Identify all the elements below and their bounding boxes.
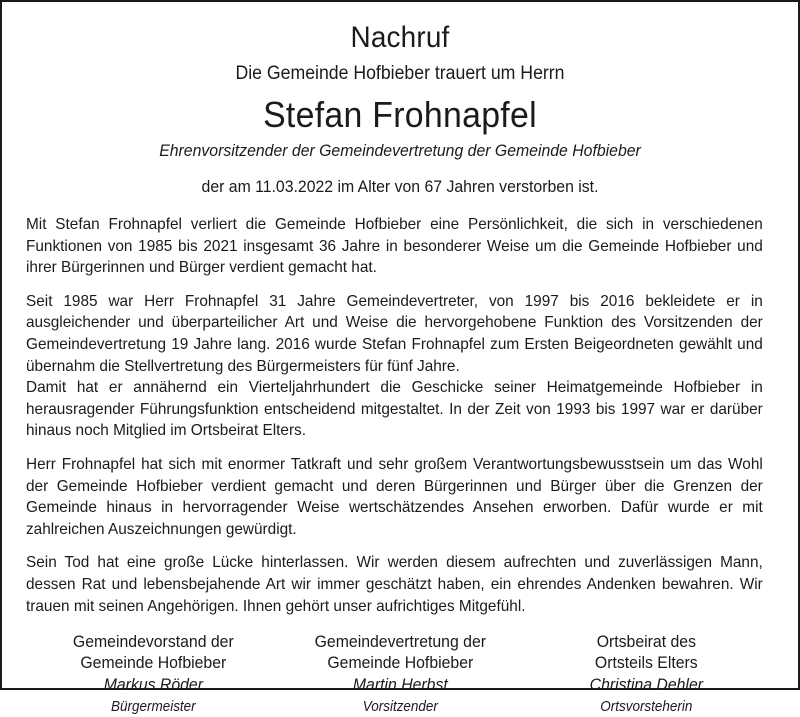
signature-column-gemeindevorstand — [30, 631, 277, 717]
intro-line: Die Gemeinde Hofbieber trauert um Herrn — [235, 63, 565, 84]
signature-person-name: Martin Herbst — [352, 675, 448, 695]
signature-org-line-2: Ortsteils Elters — [595, 653, 699, 673]
signature-org-line-1: Ortsbeirat des — [597, 632, 697, 652]
body-paragraph-1: Mit Stefan Frohnapfel verliert die Gemeinde Hofbieber eine Persönlichkeit, die sich in verschiedenen Funktionen von 1985 bis 2021 insgesamt 36 Jahre in besonderer Weise um die Gemeinde Hofbieber und ihrer Bürgerinnen und Bürger verdient gemacht hat. — [26, 216, 763, 277]
signature-column-gemeindevertretung — [277, 631, 524, 717]
signature-block — [24, 617, 776, 717]
notice-inner-content — [2, 2, 798, 716]
signature-org-line-2: Gemeinde Hofbieber — [80, 653, 227, 673]
body-paragraph-2: Seit 1985 war Herr Frohnapfel 31 Jahre Gemeindevertreter, von 1997 bis 2016 bekleidete er in ausgleichender und überparteilicher Art und Weise die hervorgehobene Funktion des Vorsitzenden der Gemeindevertretung 19 Jahre lang. 2016 wurde Stefan Frohnapfel zum Ersten Beigeordneten gewählt und übernahm die Stellvertretung des Bürgermeisters für fünf Jahre. — [26, 292, 763, 375]
signature-org-line-1: Gemeindevertretung der — [314, 632, 486, 652]
page-title: Nachruf — [350, 21, 450, 54]
notice-header — [24, 16, 776, 212]
signature-org-line-2: Gemeinde Hofbieber — [327, 653, 473, 673]
body-paragraph-3: Damit hat er annähernd ein Vierteljahrhundert die Geschicke seiner Heimatgemeinde Hofbieber in herausragender Führungsfunktion entscheidend mitgestaltet. In der Zeit von 1993 bis 1997 war er darüber hinaus noch Mitglied im Ortsbeirat Elters. — [26, 379, 763, 440]
deceased-name: Stefan Frohnapfel — [263, 94, 537, 135]
body-paragraph-4: Herr Frohnapfel hat sich mit enormer Tatkraft und sehr großem Verantwortungsbewusstsein um das Wohl der Gemeinde Hofbieber verdient gemacht und deren Bürgerinnen und Bürger über die Grenzen der Gemeinde hinaus in hervorragender Weise wertschätzendes Ansehen erworben. Dafür wurde er mit zahlreichen Auszeichnungen gewürdigt. — [26, 455, 763, 538]
signature-person-role: Vorsitzender — [362, 699, 438, 716]
signature-person-name: Markus Röder — [103, 675, 203, 695]
body-paragraph-5: Sein Tod hat eine große Lücke hinterlassen. Wir werden diesem aufrechten und zuverlässigen Mann, dessen Rat und lebensbejahende Art wir immer geschätzt haben, ein ehrendes Andenken bewahren. Wir trauen mit seinen Angehörigen. Ihnen gehört unser aufrichtiges Mitgefühl. — [26, 554, 763, 615]
signature-org-line-1: Gemeindevorstand der — [72, 632, 234, 652]
signature-person-role: Bürgermeister — [110, 699, 196, 716]
signature-person-name: Christina Dehler — [590, 675, 704, 695]
signature-person-role: Ortsvorsteherin — [600, 699, 693, 716]
death-date-line: der am 11.03.2022 im Alter von 67 Jahren verstorben ist. — [201, 177, 599, 196]
notice-body — [24, 212, 776, 617]
deceased-role: Ehrenvorsitzender der Gemeindevertretung der Gemeinde Hofbieber — [159, 141, 641, 160]
signature-column-ortsbeirat — [523, 631, 770, 717]
